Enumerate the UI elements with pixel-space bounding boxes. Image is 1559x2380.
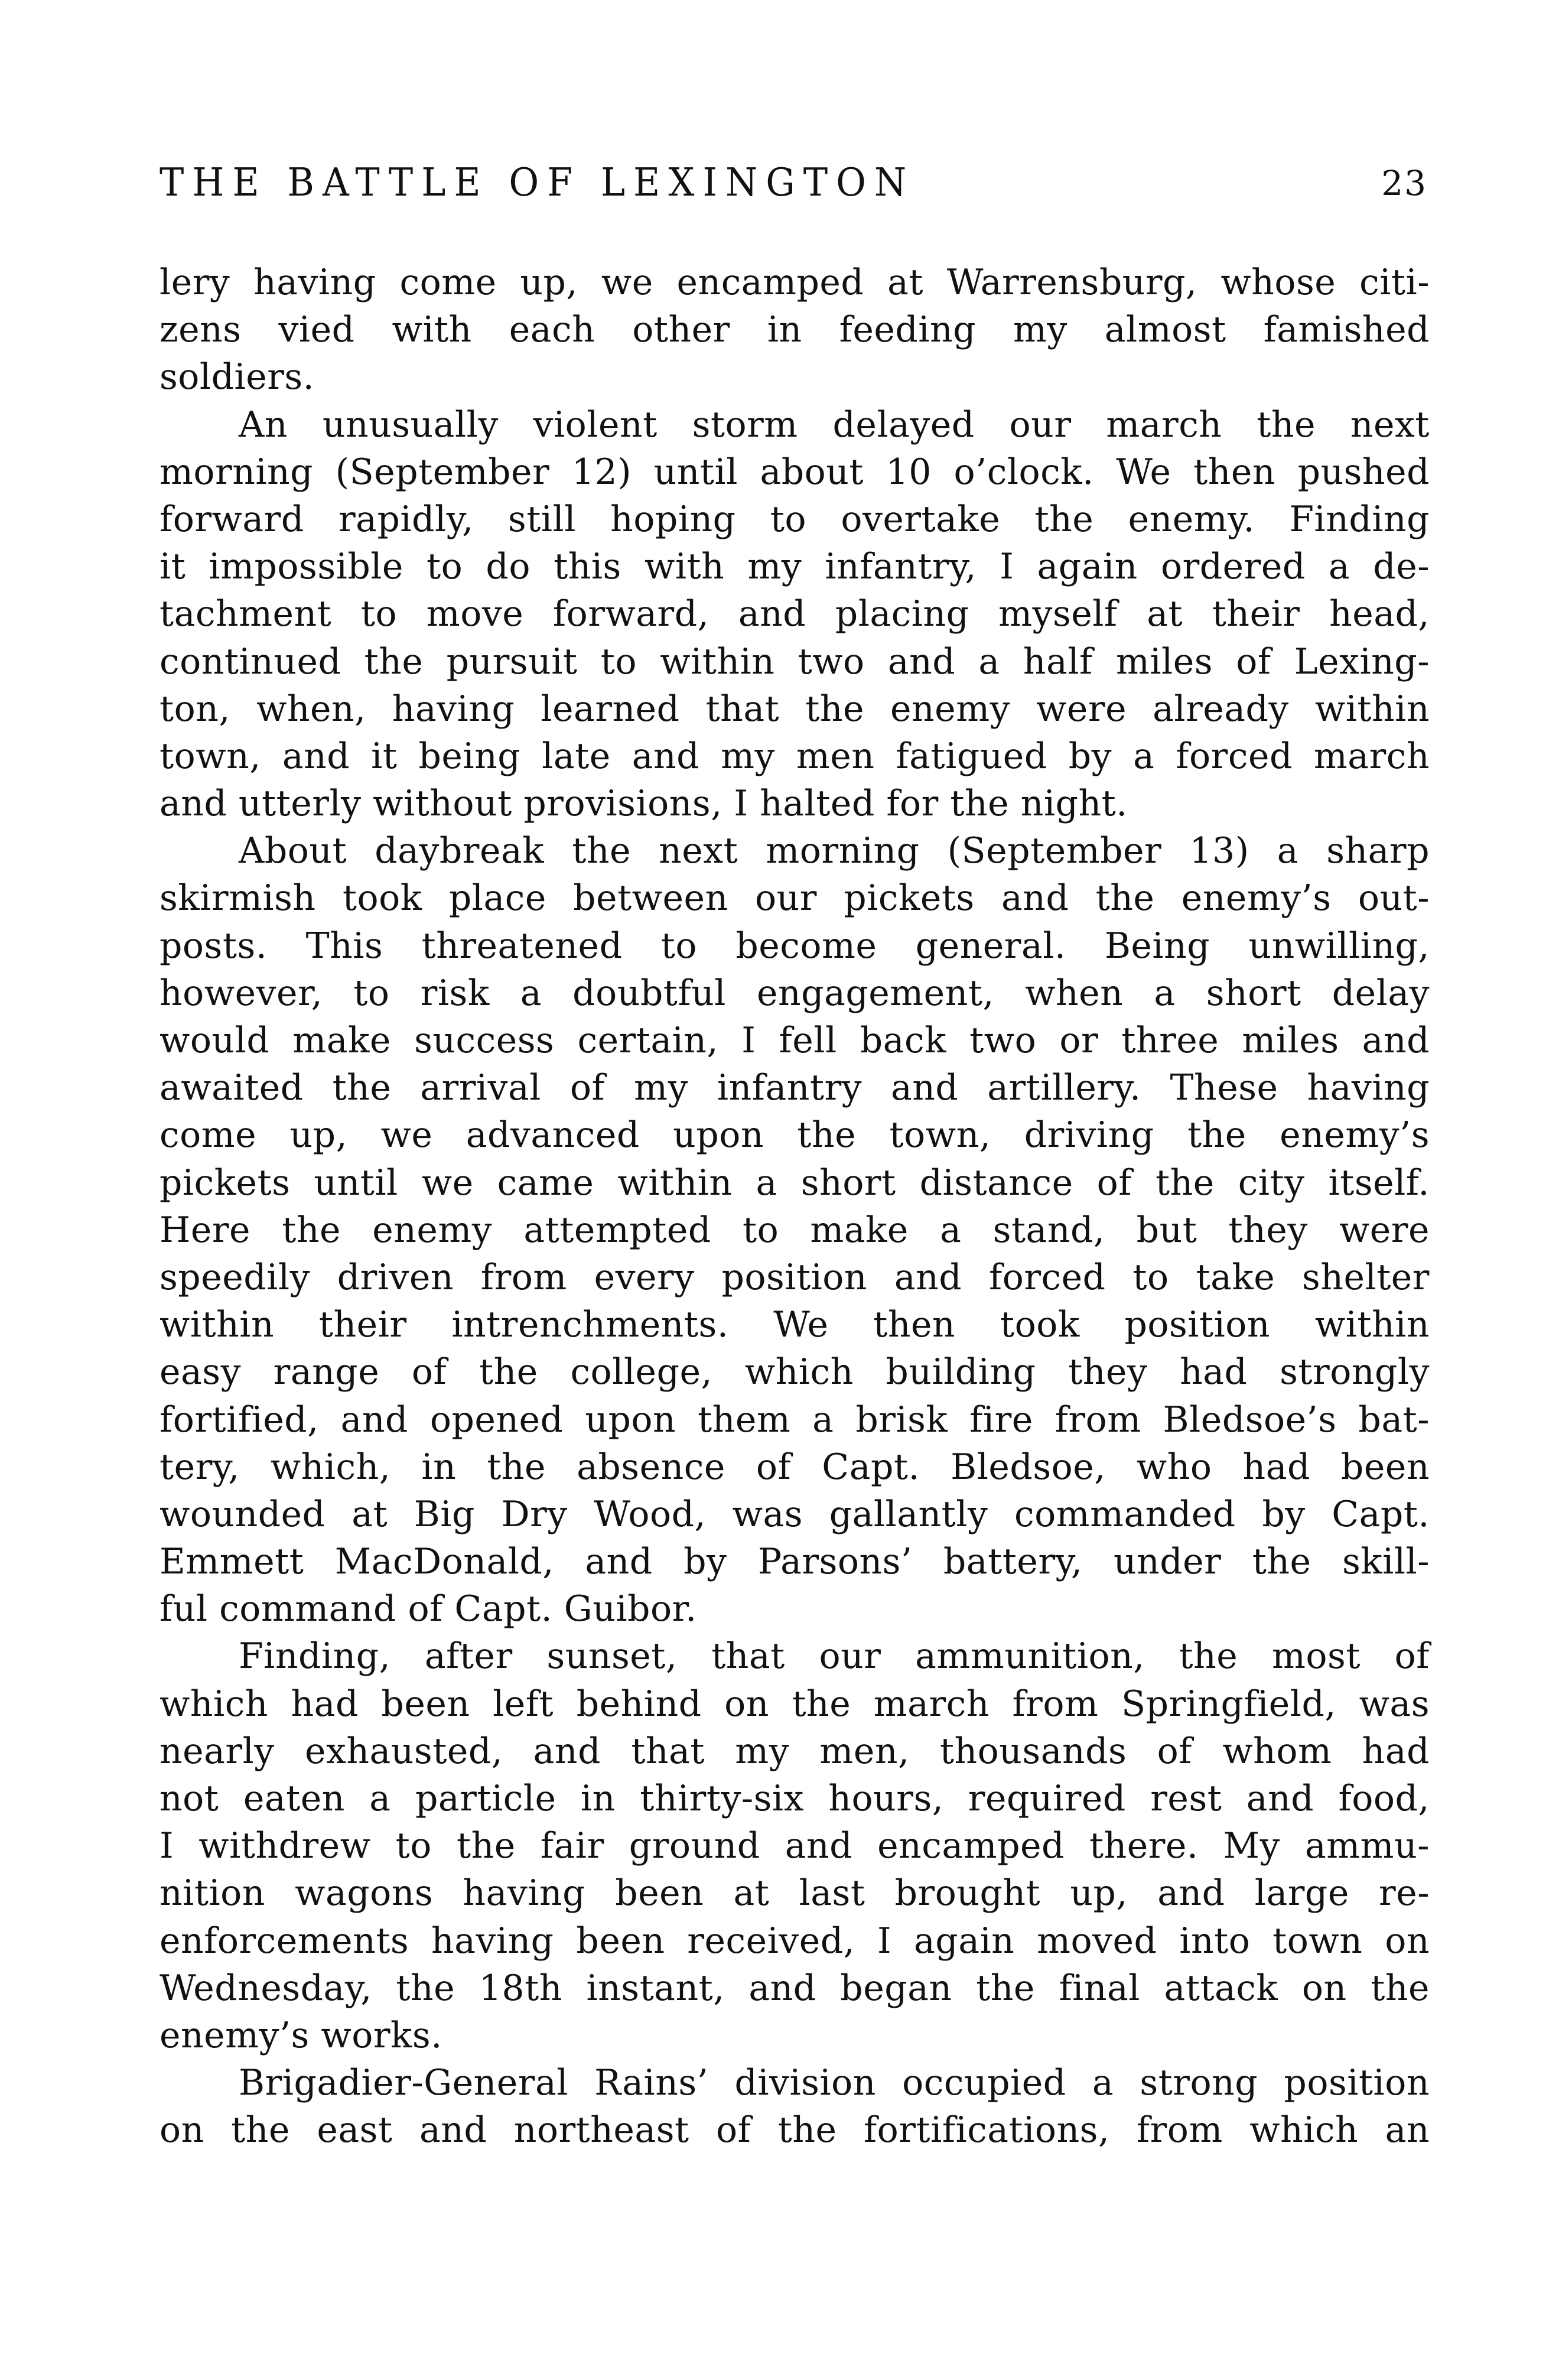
paragraph (160, 259, 1430, 401)
running-header-title: THE BATTLE OF LEXINGTON (160, 160, 915, 205)
text-line: tery, which, in the absence of Capt. Bledsoe, who had been (160, 1446, 1430, 1488)
paragraph (160, 1633, 1430, 2059)
text-line: lery having come up, we encamped at Warrensburg, whose citi- (160, 262, 1430, 303)
text-line: zens vied with each other in feeding my almost famished (160, 309, 1430, 351)
text-line: continued the pursuit to within two and a half miles of Lexing- (160, 640, 1430, 682)
text-line: awaited the arrival of my infantry and artillery. These having (160, 1067, 1430, 1109)
text-line: posts. This threatened to become general. Being unwilling, (160, 925, 1430, 967)
text-line: ton, when, having learned that the enemy were already within (160, 688, 1430, 730)
text-line: on the east and northeast of the fortifications, from which an (160, 2109, 1430, 2151)
running-header (160, 161, 1430, 214)
paragraph (160, 827, 1430, 1633)
text-line: Wednesday, the 18th instant, and began the final attack on the (160, 1967, 1430, 2009)
paragraph (160, 2059, 1430, 2154)
text-line: which had been left behind on the march from Springfield, was (160, 1683, 1430, 1725)
text-line: enemy’s works. (160, 2014, 442, 2056)
text-line: An unusually violent storm delayed our march the next (239, 404, 1430, 446)
text-line: not eaten a particle in thirty-six hours, required rest and food, (160, 1778, 1430, 1819)
text-line: Here the enemy attempted to make a stand, but they were (160, 1209, 1430, 1251)
text-line: forward rapidly, still hoping to overtake the enemy. Finding (160, 498, 1430, 540)
text-line: fortified, and opened upon them a brisk fire from Bledsoe’s bat- (160, 1399, 1430, 1441)
text-line: Brigadier-General Rains’ division occupied a strong position (239, 2062, 1430, 2104)
text-line: About daybreak the next morning (September 13) a sharp (239, 830, 1430, 872)
text-line: soldiers. (160, 356, 315, 398)
text-line: nition wagons having been at last brought up, and large re- (160, 1872, 1430, 1914)
body-text (160, 259, 1430, 2154)
text-line: nearly exhausted, and that my men, thousands of whom had (160, 1730, 1430, 1772)
text-line: town, and it being late and my men fatigued by a forced march (160, 735, 1430, 777)
text-line: and utterly without provisions, I halted for the night. (160, 783, 1128, 825)
text-line: pickets until we came within a short distance of the city itself. (160, 1162, 1430, 1204)
text-line: Finding, after sunset, that our ammunition, the most of (239, 1636, 1430, 1677)
text-line: skirmish took place between our pickets and the enemy’s out- (160, 877, 1430, 919)
text-line: come up, we advanced upon the town, driving the enemy’s (160, 1114, 1430, 1156)
text-line: speedily driven from every position and forced to take shelter (160, 1256, 1430, 1298)
paragraph (160, 401, 1430, 828)
text-line: would make success certain, I fell back two or three miles and (160, 1020, 1430, 1061)
text-line: wounded at Big Dry Wood, was gallantly commanded by Capt. (160, 1493, 1430, 1535)
text-line: it impossible to do this with my infantry, I again ordered a de- (160, 546, 1430, 588)
text-line: I withdrew to the fair ground and encamped there. My ammu- (160, 1825, 1430, 1867)
text-line: enforcements having been received, I again moved into town on (160, 1920, 1430, 1962)
text-line: morning (September 12) until about 10 o’clock. We then pushed (160, 451, 1430, 493)
text-line: Emmett MacDonald, and by Parsons’ battery, under the skill- (160, 1541, 1430, 1583)
text-line: within their intrenchments. We then took position within (160, 1304, 1430, 1346)
text-line: easy range of the college, which building they had strongly (160, 1351, 1430, 1393)
text-line: however, to risk a doubtful engagement, when a short delay (160, 972, 1430, 1014)
text-line: tachment to move forward, and placing myself at their head, (160, 593, 1430, 635)
page-number: 23 (1381, 163, 1427, 203)
text-line: ful command of Capt. Guibor. (160, 1588, 697, 1630)
book-page (160, 0, 1430, 2380)
